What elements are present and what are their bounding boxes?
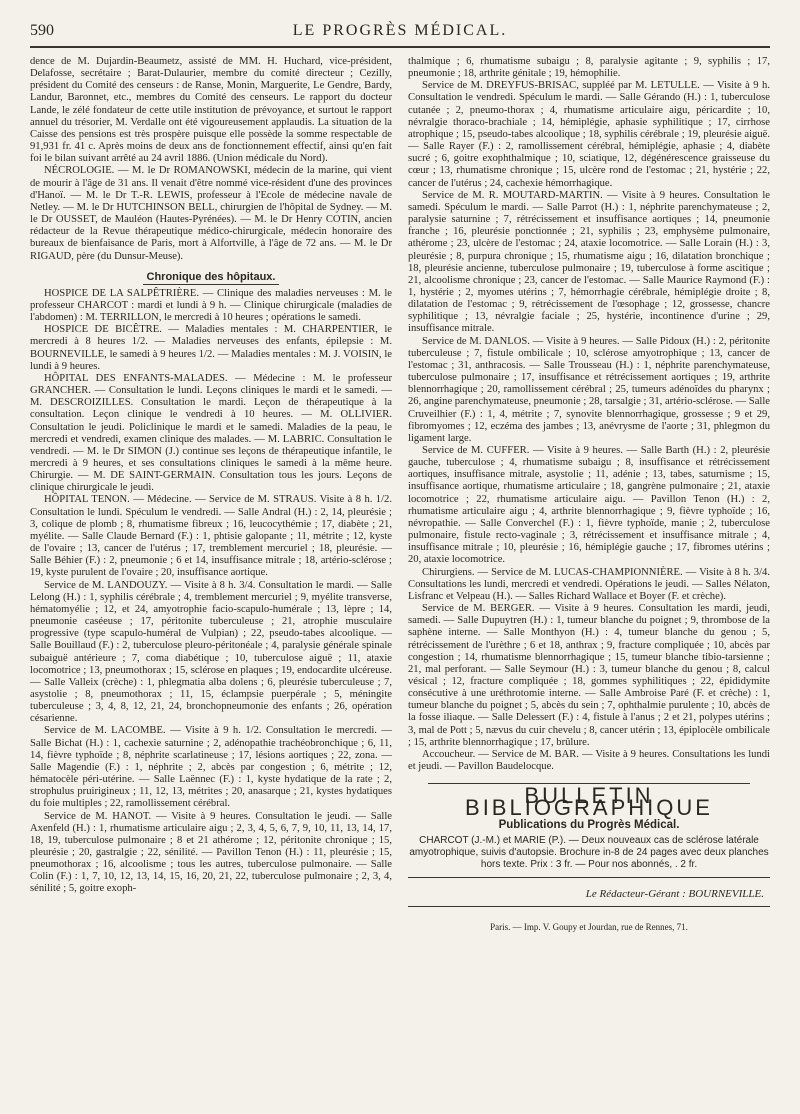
- imprint-line: Paris. — Imp. V. Goupy et Jourdan, rue de Rennes, 71.: [490, 921, 688, 932]
- page-number: 590: [30, 22, 54, 39]
- hospital-paragraph: HÔPITAL DES ENFANTS-MALADES. — Médecine : M. le professeur GRANCHER. — Consultation le lundi. Leçons cliniques le mardi et le samedi. — M. DESCROIZILLES. Consultation le mardi. Leçon de thérapeutique à la consultation. Leçon clinique le vendredi à 10 heures. — M. OLLIVIER. Consultation le jeudi. Policlinique le mardi et le samedi. Maladies de la peau, le mercredi et vendredi, examen clinique des malades. — M. LABRIC. Consultation le vendredi. — M. le Dr SIMON (J.) continue ses leçons de thérapeutique infantile, le mercredi à 9 heures, et ses consultations cliniques le samedi à la même heure. Chirurgie. — M. DE SAINT-GERMAIN. Consultation tous les jours. Leçons de clinique chirurgicale le jeudi.: [30, 372, 392, 494]
- service-paragraph: thalmique ; 6, rhumatisme subaigu ; 8, paralysie agitante ; 9, syphilis ; 17, pneumonie ; 18, arthrite génitale ; 19, hémophilie.: [408, 56, 770, 80]
- bulletin-title: BULLETIN BIBLIOGRAPHIQUE: [465, 783, 713, 821]
- running-title: LE PROGRÈS MÉDICAL.: [292, 22, 508, 39]
- left-column: [30, 56, 392, 896]
- chronique-heading: Chronique des hôpitaux.: [30, 271, 392, 285]
- hospital-paragraph: HOSPICE DE BICÊTRE. — Maladies mentales : M. CHARPENTIER, le mercredi à 8 heures 1/2. — Maladies nerveuses des enfants, épilepsie : M. BOURNEVILLE, le samedi à 9 heures 1/2. — Maladies mentales : M. J. VOISIN, le lundi à 9 heures.: [30, 324, 392, 372]
- service-paragraph: Accoucheur. — Service de M. BAR. — Visite à 9 heures. Consultations les lundi et jeudi. — Pavillon Baudelocque.: [408, 748, 770, 773]
- service-paragraph: Service de M. R. MOUTARD-MARTIN. — Visite à 9 heures. Consultation le samedi. Spéculum le mardi. — Salle Parrot (H.) : 1, néphrite parenchymateuse ; 2, paralysie saturnine ; 7, rétrécissement et insuffisance aortiques ; 14, pneumonie franche ; 16, pleurésie ponctionnée ; 21, syphilis ; 23, emphysème pulmonaire, athérome ; 23, ulcère de l'estomac ; 24, ataxie locomotrice. — Salle Lorain (H.) : 3, pleurésie ; 8, purpura chronique ; 15, rhumatisme aigu ; 16, dilatation bronchique ; 18, pleurésie ancienne, tuberculose pulmonaire ; 19, tuberculose à forme ascitique ; 21, alcoolisme chronique ; 23, cancer de l'estomac. — Salle Maurice Raymond (F.) : 1, hystérie ; 2, myomes utérins ; 7, hémorrhagie cérébrale, hémiplégie droite ; 8, dilatation de l'estomac ; 9, rétrécissement de l'œsophage ; 12, grossesse, chancre syphilitique ; 13, névralgie faciale ; 25, hystérie, incontinence d'urine ; 29, insuffisance mitrale.: [408, 189, 770, 335]
- hospital-paragraph: HÔPITAL TENON. — Médecine. — Service de M. STRAUS. Visite à 8 h. 1/2. Consultation le lundi. Spéculum le vendredi. — Salle Andral (H.) : 2, 14, pleurésie ; 3, colique de plomb ; 8, rhumatisme fibreux ; 16, leucocythémie ; 17, diabète ; 21, myélite. — Salle Claude Bernard (F.) : 1, phtisie galopante ; 11, métrite ; 12, kyste de l'ovaire ; 13, cancer de l'utérus ; 17, tremblement mercuriel ; 18, pleurésie. — Salle Béhier (F.) : 2, pneumonie ; 6 et 14, insuffisance mitrale ; 18, artério-sclérose ; 19, kyste purulent de l'ovaire ; 20, insuffisance aortique.: [30, 494, 392, 579]
- right-column: [408, 56, 770, 933]
- intro-paragraph: dence de M. Dujardin-Beaumetz, assisté de MM. H. Huchard, vice-président, Delafosse, secrétaire ; Barat-Dulaurier, membre du comité directeur ; Cezilly, président du Comité des censeurs : de Ranse, Monin, Marguerite, Le Gendre, Bardy, Landur, Baronnet, etc., membres du Comité des censeurs. Le rapport du docteur Lande, le zélé fondateur de cette utile institution de prévoyance, et surtout le rapport annuel du trésorier, M. Verdalle ont été vigoureusement applaudis. La situation de la Caisse des pensions est très prospère puisque elle possède la somme respectable de 91,931 fr. 41 c. Après moins de deux ans de fonctionnement effectif, ainsi qu'en fait foi le bilan suivant arrêté au 24 avril 1886. (Union médicale du Nord).: [30, 56, 392, 165]
- necrologie-paragraph: NÉCROLOGIE. — M. le Dr ROMANOWSKI, médecin de la marine, qui vient de mourir à l'âge de 31 ans. Il venait d'être nommé vice-résident d'une des provinces d'Hanoï. — M. le Dr T.-R. LEWIS, professeur à l'Ecole de médecine navale de Netley. — M. le Dr HUTCHINSON BELL, chirurgien de l'hôpital de Sydney. — M. le Dr OUSSET, de Mauléon (Hautes-Pyrénées). — M. le Dr Henry COTIN, ancien rédacteur de la Revue thérapeutique médico-chirurgicale, médecin honoraire des bureaux de bienfaisance de Paris, mort à Alfortville, à l'âge de 72 ans. — M. le Dr RIGAUD, père (du Dunsur-Meuse).: [30, 165, 392, 262]
- service-paragraph: Service de M. LANDOUZY. — Visite à 8 h. 3/4. Consultation le mardi. — Salle Lelong (H.) : 1, syphilis cérébrale ; 4, tremblement mercuriel ; 9, myélite transverse, hématomyélie ; 12, et 24, amyotrophie facio-scapulo-humérale ; 13, lèpre ; 14, pneumonie caséeuse ; 17, péritonite tuberculeuse ; 21, atrophie musculaire progressive (type scapulo-huméral de Vulpian) ; 22, pseudo-tabes alcoolique. — Salle Bouillaud (F.) : 2, tuberculose pleuro-péritonéale ; 4, paralysie générale spinale subaiguë antérieure ; 7, coma diabétique ; 10, tuberculose aiguë ; 11, ataxie locomotrice ; 13, pneumothorax ; 15, sclérose en plaques ; 19, endocardite ulcéreuse. — Salle Valleix (crèche) : 1, phlegmatia alba dolens ; 6, pleurésie tuberculeuse ; 7, asystolie ; 8, pneumothorax ; 11, 15, éclampsie puerpérale ; 5, méningite tuberculeuse ; 3, 4, 8, 12, 21, 24, bronchopneumonie des enfants ; 26, opération césarienne.: [30, 579, 392, 725]
- bulletin-description: CHARCOT (J.-M.) et MARIE (P.). — Deux nouveaux cas de sclérose latérale amyotrophique, suivis d'autopsie. Brochure in-8 de 24 pages avec deux planches hors texte. Prix : 3 fr. — Pour nos abonnés, . 2 fr.: [409, 834, 769, 870]
- service-paragraph: Chirurgiens. — Service de M. LUCAS-CHAMPIONNIÈRE. — Visite à 8 h. 3/4. Consultations les lundi, mercredi et vendredi. Opérations le jeudi. — Salles Nélaton, Lisfranc et Velpeau (H.). — Salles Richard Wallace et Boyer (F. et crèche).: [408, 566, 770, 602]
- service-paragraph: Service de M. DANLOS. — Visite à 9 heures. — Salle Pidoux (H.) : 2, péritonite tuberculeuse ; 7, fistule ombilicale ; 10, sclérose amyotrophique ; 13, cancer de l'estomac ; 31, anthracosis. — Salle Trousseau (H.) : 1, néphrite parenchymateuse, tuberculose pulmonaire ; 17, insuffisance et rétrécissement aortiques ; 19, arthrite blennorrhagique ; 20, ramollissement cérébral ; 25, tumeurs adénoïdes du pharynx ; 26, angine parenchymateuse, pneumonie ; 28, tarsalgie ; 31, artério-sclérose. — Salle Cruveilhier (F.) : 1, 4, métrite ; 7, synovite blennorrhagique, grossesse ; 9 et 29, fibromyomes ; 12, eczéma des jambes ; 13, anévrysme de l'aorte ; 31, phlegmon du ligament large.: [408, 335, 770, 444]
- bulletin-subtitle: Publications du Progrès Médical.: [498, 818, 680, 831]
- service-paragraph: Service de M. BERGER. — Visite à 9 heures. Consultation les mardi, jeudi, samedi. — Salle Dupuytren (H.) : 1, tumeur blanche du poignet ; 9, thrombose de la saphène interne. — Salle Monthyon (H.) : 4, tumeur blanche du genou ; 5, rétrécissement de l'urèthre ; 6 et 18, anthrax ; 9, fracture compliquée ; 10, abcès par congestion ; 14, rhumatisme blennorrhagique ; 15, tumeur blanche tibio-tarsienne ; 21, mal perforant. — Salle Seymour (H.) : 3, tumeur blanche du genou ; 8, calcul vésical ; 12, fracture compliquée ; 18, gommes syphilitiques ; 22, épididymite consécutive à une uréthrotomie interne. — Salle Ambroise Paré (F. et crèche) : 1, tumeur blanche du poignet ; 5, abcès du sein ; 7, ophthalmie purulente ; 10, abcès de la fosse iliaque. — Salle Delessert (F.) : 4, fistule à l'anus ; 2 et 21, polypes utérins ; 3, mal de Pott ; 5, nævus du cuir chevelu ; 8, cancer utérin ; 13, épiplocèle ombilicale ; 15, arthrite blennorrhagique ; 17, brûlure.: [408, 603, 770, 748]
- gerant-line: Le Rédacteur-Gérant : BOURNEVILLE.: [585, 887, 764, 900]
- divider: [408, 906, 770, 907]
- header-rule: [30, 46, 770, 48]
- divider: [408, 877, 770, 878]
- service-paragraph: Service de M. HANOT. — Visite à 9 heures. Consultation le jeudi. — Salle Axenfeld (H.) : 1, rhumatisme articulaire aigu ; 2, 3, 4, 5, 6, 7, 9, 10, 11, 13, 14, 17, 18, 19, tuberculose pulmonaire ; 8 et 21 athérome ; 12, péritonite chronique ; 15, pleurésie ; 20, gastralgie ; 22, sénilité. — Pavillon Tenon (H.) : 11, pleurésie ; 15, pneumothorax ; 16, alcoolisme ; tous les autres, tuberculose pulmonaire. — Salle Colin (F.) : 1, 7, 10, 12, 13, 14, 15, 16, 20, 21, 22, tuberculose pulmonaire ; 2, 3, 4, sénilité ; 5, goitre exoph-: [30, 810, 392, 895]
- hospital-paragraph: HOSPICE DE LA SALPÊTRIÈRE. — Clinique des maladies nerveuses : M. le professeur CHARCOT : mardi et lundi à 9 h. — Clinique chirurgicale (maladies de l'abdomen) : M. TERRILLON, le mercredi à 10 heures ; opérations le samedi.: [30, 287, 392, 324]
- service-paragraph: Service de M. DREYFUS-BRISAC, suppléé par M. LETULLE. — Visite à 9 h. Consultation le vendredi. Spéculum le mardi. — Salle Gérando (H.) : 1, tuberculose cutanée ; 2, pneumo-thorax ; 4, rhumatisme articulaire aigu, péricardite ; 10, névralgie thoraco-brachiale ; 14, hémiplégie, aphasie syphilitique ; 17, cirrhose atrophique ; 15, pseudo-tabes alcoolique ; 18, syphilis cérébrale ; 19, pleurésie aiguë. — Salle Rayer (F.) : 2, ramollissement cérébral, hémiplégie, aphasie ; 4, diabète sucré ; 6, goitre exophthalmique ; 10, sciatique, 12, dégénérescence graisseuse du cœur ; 13, rhumatisme chronique ; 15, ulcère rond de l'estomac ; 21, hystérie ; 22, cancer de l'utérus ; 24, cachexie hémorrhagique.: [408, 80, 770, 189]
- service-paragraph: Service de M. CUFFER. — Visite à 9 heures. — Salle Barth (H.) : 2, pleurésie gauche, tuberculose ; 4, rhumatisme subaigu ; 8, insuffisance et rétrécissement aortiques, insuffisance mitrale, asystolie ; 11, adénie ; 13, tabes, saturnisme ; 15, insuffisance aortique, rhumatisme articulaire ; 18, gangrène pulmonaire ; 21, ataxie locomotrice ; 22, rhumatisme articulaire aigu. — Pavillon Tenon (H.) : 2, rhumatisme articulaire aigu ; 4, arthrite blennorrhagique ; 9, fièvre typhoïde ; 16, névropathie. — Salle Converchel (F.) : 1, fièvre typhoïde, manie ; 2, tuberculose pulmonaire, fistule recto-vaginale ; 3, rétrécissement et insuffisance mitrale ; 4, insuffisance mitrale ; 10, pleurésie ; 16, hémiplégie gauche ; 17, fibromes utérins ; 20, ataxie locomotrice.: [408, 445, 770, 566]
- service-paragraph: Service de M. LACOMBE. — Visite à 9 h. 1/2. Consultation le mercredi. — Salle Bichat (H.) : 1, cachexie saturnine ; 2, adénopathie trachéobronchique ; 6, 11, 14, fièvre typhoïde ; 8, néphrite scarlatineuse ; 17, lésions aortiques ; 22, zona. — Salle Magendie (F.) : 1, néphrite ; 2, abcès par congestion ; 6, métrite ; 12, hématocèle péri-utérine. — Salle Laënnec (F.) : 1, kyste hydatique de la rate ; 2, strophulus pruirigineux ; 11, 12, 13, métrites ; 20, anasarque ; 21, kystes hydatiques du foie multiples ; 22, ramollissement cérébral.: [30, 725, 392, 810]
